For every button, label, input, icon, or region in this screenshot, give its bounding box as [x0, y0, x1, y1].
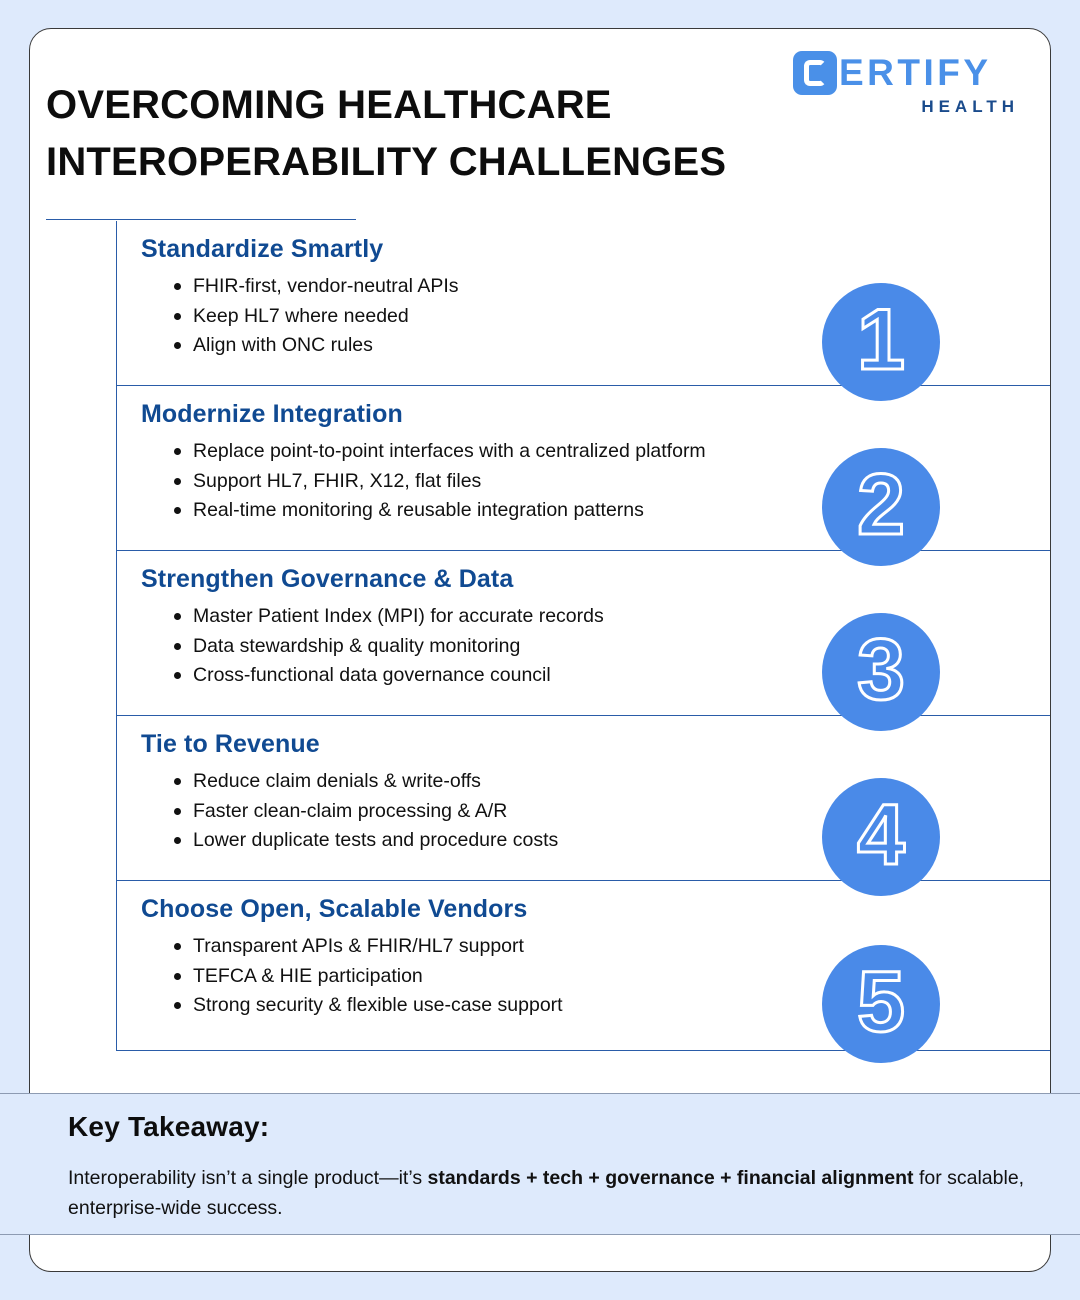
step-bullet: Lower duplicate tests and procedure costs	[193, 826, 1050, 856]
step-bullet: Faster clean-claim processing & A/R	[193, 797, 1050, 827]
key-takeaway-text	[68, 1164, 1036, 1223]
steps-list	[116, 221, 1050, 1051]
step-bullet: Master Patient Index (MPI) for accurate records	[193, 602, 1050, 632]
page-title	[46, 77, 766, 191]
certify-health-logo	[793, 51, 1023, 119]
title-underline-rule	[46, 219, 356, 220]
bottom-divider	[0, 1234, 1080, 1235]
page-title-line-2: INTEROPERABILITY CHALLENGES	[46, 139, 727, 184]
step-number-badge	[822, 283, 940, 401]
header	[30, 29, 1050, 219]
step-bullet: Align with ONC rules	[193, 331, 1050, 361]
step-row	[117, 386, 1050, 551]
step-bullet: Keep HL7 where needed	[193, 302, 1050, 332]
step-title: Strengthen Governance & Data	[141, 565, 514, 593]
step-title: Tie to Revenue	[141, 730, 320, 758]
step-row	[117, 551, 1050, 716]
step-number-badge	[822, 613, 940, 731]
takeaway-text-emphasis: standards + tech + governance + financial alignment	[427, 1167, 914, 1189]
step-bullet: Transparent APIs & FHIR/HL7 support	[193, 932, 1050, 962]
step-number-badge	[822, 945, 940, 1063]
infographic-card	[29, 28, 1051, 1272]
takeaway-text-before: Interoperability isn’t a single product—it’s	[68, 1167, 428, 1189]
step-bullet: Reduce claim denials & write-offs	[193, 767, 1050, 797]
step-bullet: Strong security & flexible use-case support	[193, 991, 1050, 1021]
step-number-badge	[822, 778, 940, 896]
logo-subtext: HEALTH	[921, 97, 1019, 116]
step-number: 3	[857, 621, 905, 718]
step-row	[117, 881, 1050, 1051]
step-number: 2	[857, 456, 905, 553]
step-bullet: TEFCA & HIE participation	[193, 962, 1050, 992]
step-number: 4	[857, 786, 905, 883]
step-title: Choose Open, Scalable Vendors	[141, 895, 528, 923]
step-bullet: Support HL7, FHIR, X12, flat files	[193, 467, 1050, 497]
step-bullet: Data stewardship & quality monitoring	[193, 632, 1050, 662]
key-takeaway-title: Key Takeaway:	[68, 1111, 270, 1142]
certify-c-mark-icon	[793, 51, 837, 95]
page-title-line-1: OVERCOMING HEALTHCARE	[46, 83, 612, 127]
step-title: Standardize Smartly	[141, 235, 384, 263]
logo-wordmark: ERTIFY	[839, 52, 992, 93]
step-bullet: Cross-functional data governance council	[193, 661, 1050, 691]
step-bullet: Real-time monitoring & reusable integration patterns	[193, 496, 1050, 526]
step-number: 5	[857, 954, 905, 1050]
takeaway-text-after: for scalable, enterprise-wide success.	[68, 1167, 1025, 1219]
key-takeaway-band	[0, 1093, 1080, 1234]
step-row	[117, 221, 1050, 386]
step-number-badge	[822, 448, 940, 566]
step-number: 1	[857, 291, 905, 388]
step-row	[117, 716, 1050, 881]
logo-wordmark-row	[793, 51, 1023, 95]
step-bullet: FHIR-first, vendor-neutral APIs	[193, 272, 1050, 302]
step-title: Modernize Integration	[141, 400, 403, 428]
step-bullet: Replace point-to-point interfaces with a centralized platform	[193, 437, 1050, 467]
